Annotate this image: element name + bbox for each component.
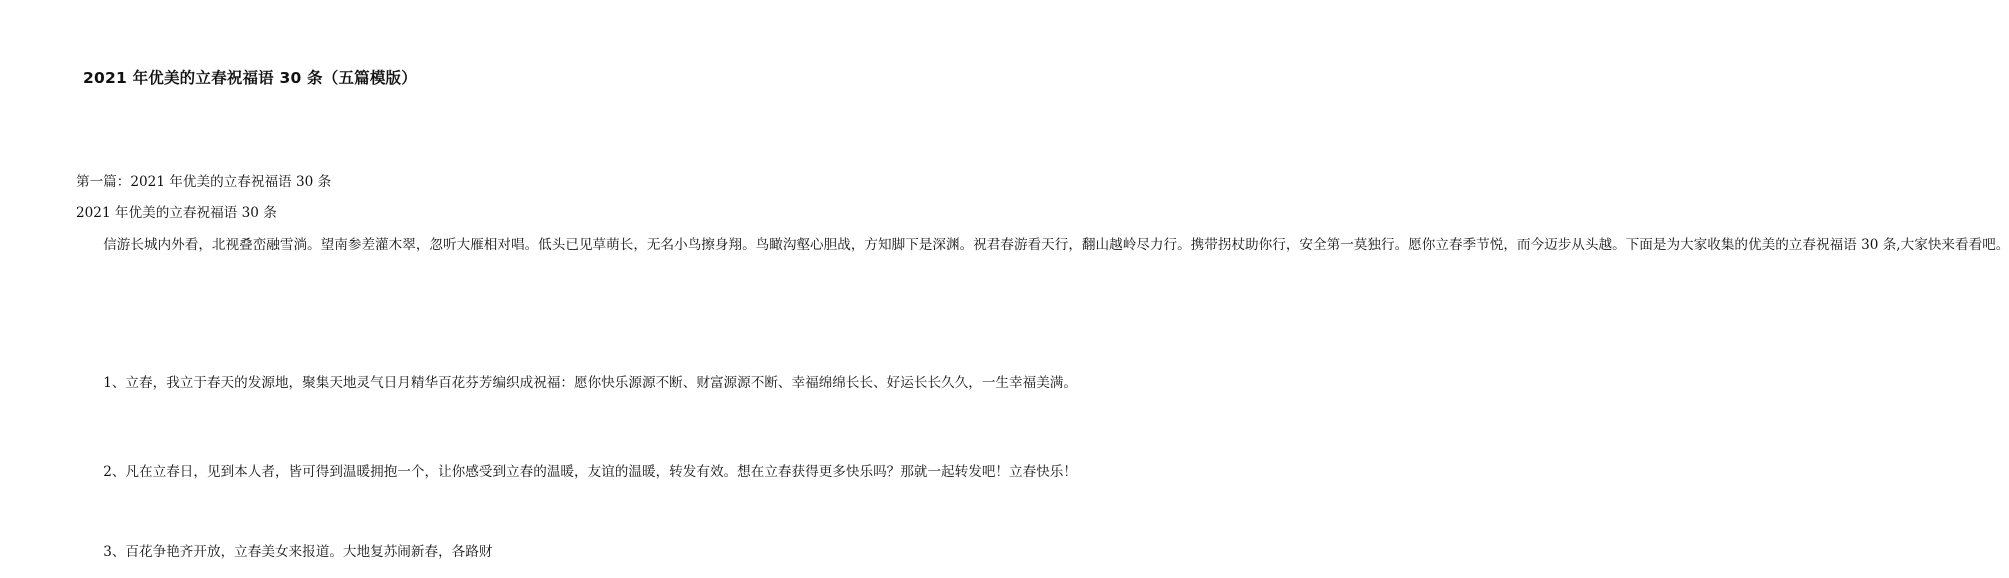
section-heading: 第一篇：2021 年优美的立春祝福语 30 条	[76, 174, 332, 190]
blessing-paragraph-2: 2、凡在立春日，见到本人者，皆可得到温暖拥抱一个，让你感受到立春的温暖，友谊的温暖，转发有效。想在立春获得更多快乐吗？那就一起转发吧！立春快乐！	[103, 464, 1077, 480]
subheading: 2021 年优美的立春祝福语 30 条	[76, 205, 277, 221]
intro-paragraph: 信游长城内外看，北视叠峦融雪淌。望南参差灌木翠，忽听大雁相对唱。低头已见草萌长，无名小鸟擦身翔。鸟瞰沟壑心胆战，方知脚下是深渊。祝君春游看天行，翻山越岭尽力行。携带拐杖助你行，安全第一莫独行。愿你立春季节悦，而今迈步从头越。下面是为大家收集的优美的立春祝福语 30 条,大家快来看看吧。	[103, 237, 2009, 253]
blessing-paragraph-3: 3、百花争艳齐开放，立春美女来报道。大地复苏闹新春，各路财	[103, 544, 493, 560]
document-title: 2021 年优美的立春祝福语 30 条（五篇模版）	[83, 69, 417, 87]
blessing-paragraph-1: 1、立春，我立于春天的发源地，聚集天地灵气日月精华百花芬芳编织成祝福：愿你快乐源源不断、财富源源不断、幸福绵绵长长、好运长长久久，一生幸福美满。	[103, 375, 1077, 391]
